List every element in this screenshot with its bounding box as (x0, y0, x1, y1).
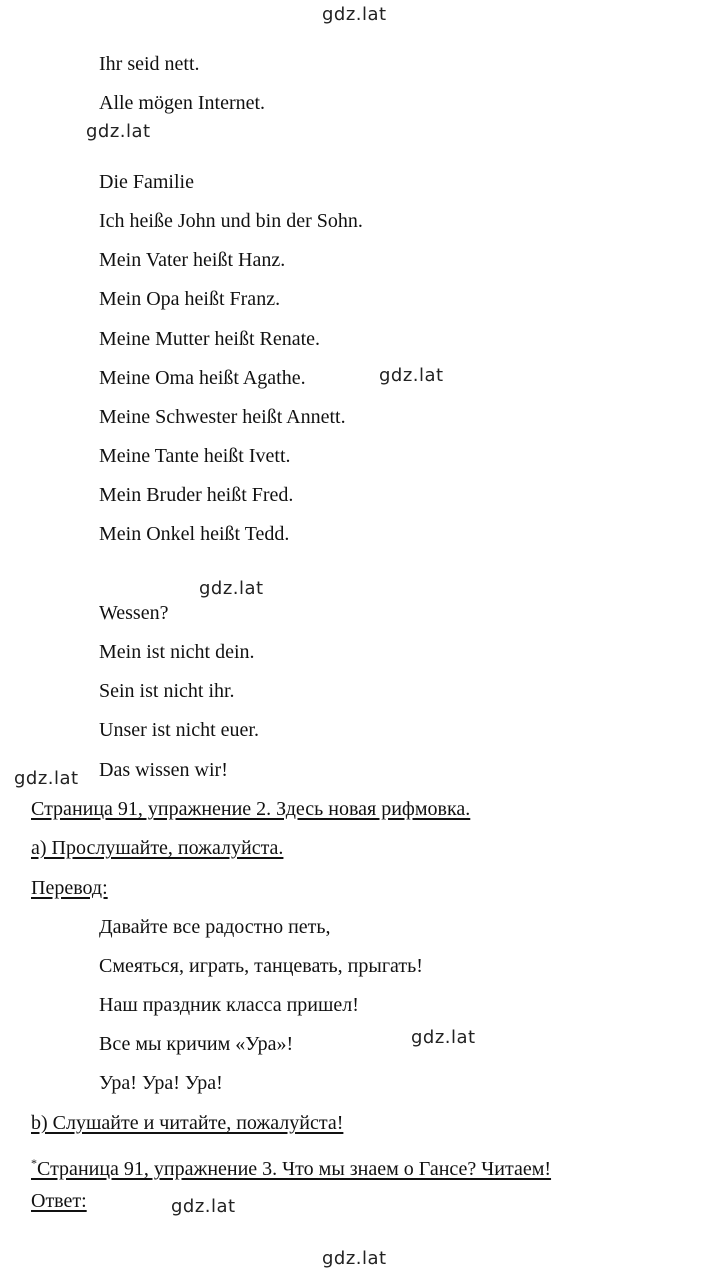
watermark: gdz.lat (199, 578, 264, 599)
watermark: gdz.lat (322, 1248, 387, 1269)
translation-line: Смеяться, играть, танцевать, прыгать! (99, 955, 423, 977)
watermark: gdz.lat (322, 4, 387, 25)
translation-line: Все мы кричим «Ура»! (99, 1033, 294, 1055)
watermark: gdz.lat (14, 768, 79, 789)
watermark: gdz.lat (379, 365, 444, 386)
poem-line: Meine Schwester heißt Annett. (99, 406, 346, 428)
poem-line: Ich heiße John und bin der Sohn. (99, 210, 363, 232)
poem-line: Mein Onkel heißt Tedd. (99, 523, 290, 545)
watermark: gdz.lat (171, 1196, 236, 1217)
translation-line: Наш праздник класса пришел! (99, 994, 359, 1016)
poem-title: Wessen? (99, 602, 169, 624)
exercise-2-heading: Страница 91, упражнение 2. Здесь новая рифмовка. (31, 798, 471, 820)
poem-line: Unser ist nicht euer. (99, 719, 259, 741)
answer-label: Ответ: (31, 1190, 87, 1212)
exercise-3-heading (31, 1151, 551, 1181)
asterisk-marker: * (31, 1156, 37, 1170)
poem-line: Meine Tante heißt Ivett. (99, 445, 291, 467)
translation-label: Перевод: (31, 877, 108, 899)
translation-line: Давайте все радостно петь, (99, 916, 331, 938)
exercise-2-part-a: а) Прослушайте, пожалуйста. (31, 837, 284, 859)
translation-line: Ура! Ура! Ура! (99, 1072, 223, 1094)
poem-line: Mein ist nicht dein. (99, 641, 255, 663)
poem-line: Das wissen wir! (99, 759, 228, 781)
poem-line: Mein Bruder heißt Fred. (99, 484, 294, 506)
exercise-3-heading-text: Страница 91, упражнение 3. Что мы знаем о Гансе? Читаем! (37, 1158, 552, 1180)
poem-line: Mein Opa heißt Franz. (99, 288, 281, 310)
watermark: gdz.lat (411, 1027, 476, 1048)
poem-line: Sein ist nicht ihr. (99, 680, 235, 702)
exercise-2-part-b: b) Слушайте и читайте, пожалуйста! (31, 1112, 344, 1134)
poem-line: Alle mögen Internet. (99, 92, 266, 114)
watermark: gdz.lat (86, 121, 151, 142)
poem-title: Die Familie (99, 171, 194, 193)
poem-line: Meine Oma heißt Agathe. (99, 367, 306, 389)
poem-line: Meine Mutter heißt Renate. (99, 328, 321, 350)
poem-line: Mein Vater heißt Hanz. (99, 249, 286, 271)
poem-line: Ihr seid nett. (99, 53, 200, 75)
